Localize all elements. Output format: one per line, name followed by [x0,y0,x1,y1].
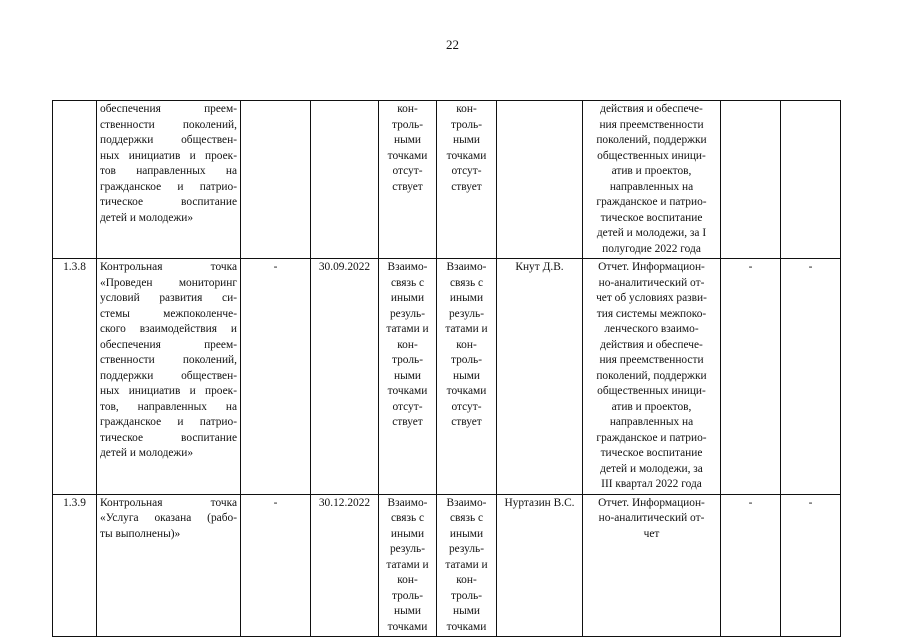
item-name-cell-line: гражданское и патрио- [100,180,237,193]
relation-cell-2-line: ными [452,369,481,382]
relation-cell-line: татами и [386,323,429,335]
report-cell-line: III квартал 2022 года [601,478,702,490]
extra-col-10-cell [781,101,841,259]
item-name-cell-line: тов, направленных на [100,400,237,413]
start-date-cell [241,101,311,259]
control-points-table [52,100,841,637]
report-cell [583,259,721,495]
item-name-cell-line: детей и молодежи» [100,211,194,224]
relation-cell-line: резуль- [389,307,426,320]
report-cell [583,101,721,259]
relation-cell-2-line: ствует [451,180,482,193]
relation-cell [379,259,437,495]
page-number: 22 [446,37,459,52]
extra-col-10-cell: - [781,259,841,495]
relation-cell-2-line: кон- [456,103,477,115]
report-cell-line: поколений, поддержки [596,369,707,382]
item-name-cell-line: обеспечения преем- [100,338,237,351]
relation-cell-2-line: ствует [451,416,482,428]
relation-cell-line: точками [387,385,428,397]
relation-cell-2-line: татами и [445,558,488,571]
extra-col-9-cell: - [721,494,781,637]
relation-cell-line: иными [390,527,425,540]
item-name-cell-line: Контрольная точка [100,261,237,273]
relation-cell-line: Взаимо- [387,261,428,273]
relation-cell-2-line: Взаимо- [446,261,487,273]
report-cell-line: направленных на [609,416,694,428]
report-cell-line: тия системы межпоко- [596,307,707,320]
relation-cell-line: связь с [390,276,425,289]
relation-cell-line: кон- [397,574,418,586]
relation-cell-line: ствует [392,416,423,428]
report-cell-line: атив и проектов, [611,165,692,177]
report-cell-line: действия и обеспече- [600,338,703,351]
report-cell-line: гражданское и патрио- [596,431,707,444]
item-name-cell-line: поддержки обществен- [100,134,237,146]
relation-cell-line: кон- [397,338,418,351]
item-name-cell-line: стемы межпоколенче- [100,307,237,320]
report-cell-line: ния преемственности [599,118,704,131]
relation-cell-line: ными [393,605,422,617]
relation-cell-2-line: троль- [450,589,483,602]
relation-cell-line: ствует [392,180,423,193]
item-name-cell [97,259,241,495]
item-name-cell-line: ных инициатив и проек- [100,385,237,397]
report-cell-line: тическое воспитание [600,447,703,459]
responsible-cell: Кнут Д.В. [497,259,583,495]
table-row [53,101,841,259]
relation-cell-2-line: троль- [450,118,483,131]
relation-cell-2-line: кон- [456,338,477,351]
report-cell-line: но-аналитический от- [598,512,705,524]
extra-col-9-cell: - [721,259,781,495]
report-cell-line: Отчет. Информацион- [598,496,705,509]
relation-cell-2-line: Взаимо- [446,496,487,509]
report-cell-line: общественных иници- [597,149,706,162]
report-cell-line: полугодие 2022 года [602,242,701,255]
start-date-cell: - [241,259,311,495]
report-cell-line: общественных иници- [597,385,706,397]
end-date-cell [311,101,379,259]
relation-cell-2-line: связь с [449,512,484,524]
relation-cell-line: Взаимо- [387,496,428,509]
relation-cell-2-line: резуль- [448,307,485,320]
responsible-cell: Нуртазин В.С. [497,494,583,637]
item-name-cell-line: поддержки обществен- [100,369,237,382]
report-cell-line: чет [643,527,660,540]
report-cell-line: чет об условиях разви- [596,292,707,304]
item-name-cell-line: Контрольная точка [100,496,237,509]
item-name-cell [97,494,241,637]
item-name-cell-line: гражданское и патрио- [100,416,237,428]
relation-cell-line: троль- [391,354,424,366]
relation-cell-2-line: резуль- [448,543,485,555]
item-name-cell-line: ных инициатив и проек- [100,149,237,162]
relation-cell-line: иными [390,292,425,304]
end-date-cell: 30.12.2022 [311,494,379,637]
relation-cell-line: кон- [397,103,418,115]
relation-cell-2-line: точками [446,149,487,162]
relation-cell-2-line: ными [452,605,481,617]
relation-cell-2-line: троль- [450,354,483,366]
item-name-cell-line: ты выполнены)» [100,527,181,540]
table-row [53,494,841,637]
relation-cell-line: резуль- [389,543,426,555]
relation-cell-2 [437,494,497,637]
relation-cell-line: отсут- [392,165,423,177]
item-number-cell [53,101,97,259]
relation-cell-line: точками [387,149,428,162]
relation-cell-2-line: ными [452,134,481,146]
end-date-cell: 30.09.2022 [311,259,379,495]
report-cell-line: детей и молодежи, за I [596,227,707,239]
item-name-cell-line: условий развития си- [100,292,237,304]
relation-cell-line: отсут- [392,400,423,413]
relation-cell-2-line: отсут- [451,165,482,177]
item-number-cell: 1.3.8 [53,259,97,495]
table-row [53,259,841,495]
relation-cell-2-line: точками [446,385,487,397]
item-name-cell-line: «Услуга оказана (рабо- [100,512,237,524]
relation-cell-2-line: кон- [456,574,477,586]
item-name-cell-line: тическое воспитание [100,431,237,444]
relation-cell-2-line: иными [449,527,484,540]
report-cell-line: детей и молодежи, за [600,462,703,475]
relation-cell-2-line: отсут- [451,400,482,413]
item-name-cell [97,101,241,259]
relation-cell-2-line: татами и [445,323,488,335]
relation-cell-line: татами и [386,558,429,571]
relation-cell-2 [437,259,497,495]
report-cell-line: атив и проектов, [611,400,692,413]
item-name-cell-line: ственности поколений, [100,118,237,131]
report-cell-line: поколений, поддержки [596,134,707,146]
relation-cell-2-line: точками [446,620,487,633]
report-cell-line: действия и обеспече- [600,103,703,115]
start-date-cell: - [241,494,311,637]
relation-cell [379,101,437,259]
relation-cell [379,494,437,637]
relation-cell-line: ными [393,369,422,382]
item-name-cell-line: тическое воспитание [100,196,237,208]
item-name-cell-line: «Проведен мониторинг [100,276,237,289]
relation-cell-2-line: иными [449,292,484,304]
report-cell-line: ленческого взаимо- [604,323,699,335]
report-cell-line: тическое воспитание [600,211,703,224]
item-name-cell-line: детей и молодежи» [100,447,194,459]
extra-col-10-cell: - [781,494,841,637]
relation-cell-line: троль- [391,589,424,602]
report-cell-line: Отчет. Информацион- [598,261,705,273]
item-name-cell-line: тов направленных на [100,165,237,177]
report-cell-line: направленных на [609,180,694,193]
report-cell-line: гражданское и патрио- [596,196,707,208]
relation-cell-2-line: связь с [449,276,484,289]
relation-cell-line: троль- [391,118,424,131]
report-cell [583,494,721,637]
relation-cell-line: точками [387,620,428,633]
item-number-cell: 1.3.9 [53,494,97,637]
relation-cell-2 [437,101,497,259]
item-name-cell-line: обеспечения преем- [100,103,237,115]
report-cell-line: но-аналитический от- [598,276,705,289]
item-name-cell-line: ского взаимодействия и [100,323,237,335]
responsible-cell [497,101,583,259]
extra-col-9-cell [721,101,781,259]
item-name-cell-line: ственности поколений, [100,354,237,366]
relation-cell-line: ными [393,134,422,146]
report-cell-line: ния преемственности [599,354,704,366]
relation-cell-line: связь с [390,512,425,524]
